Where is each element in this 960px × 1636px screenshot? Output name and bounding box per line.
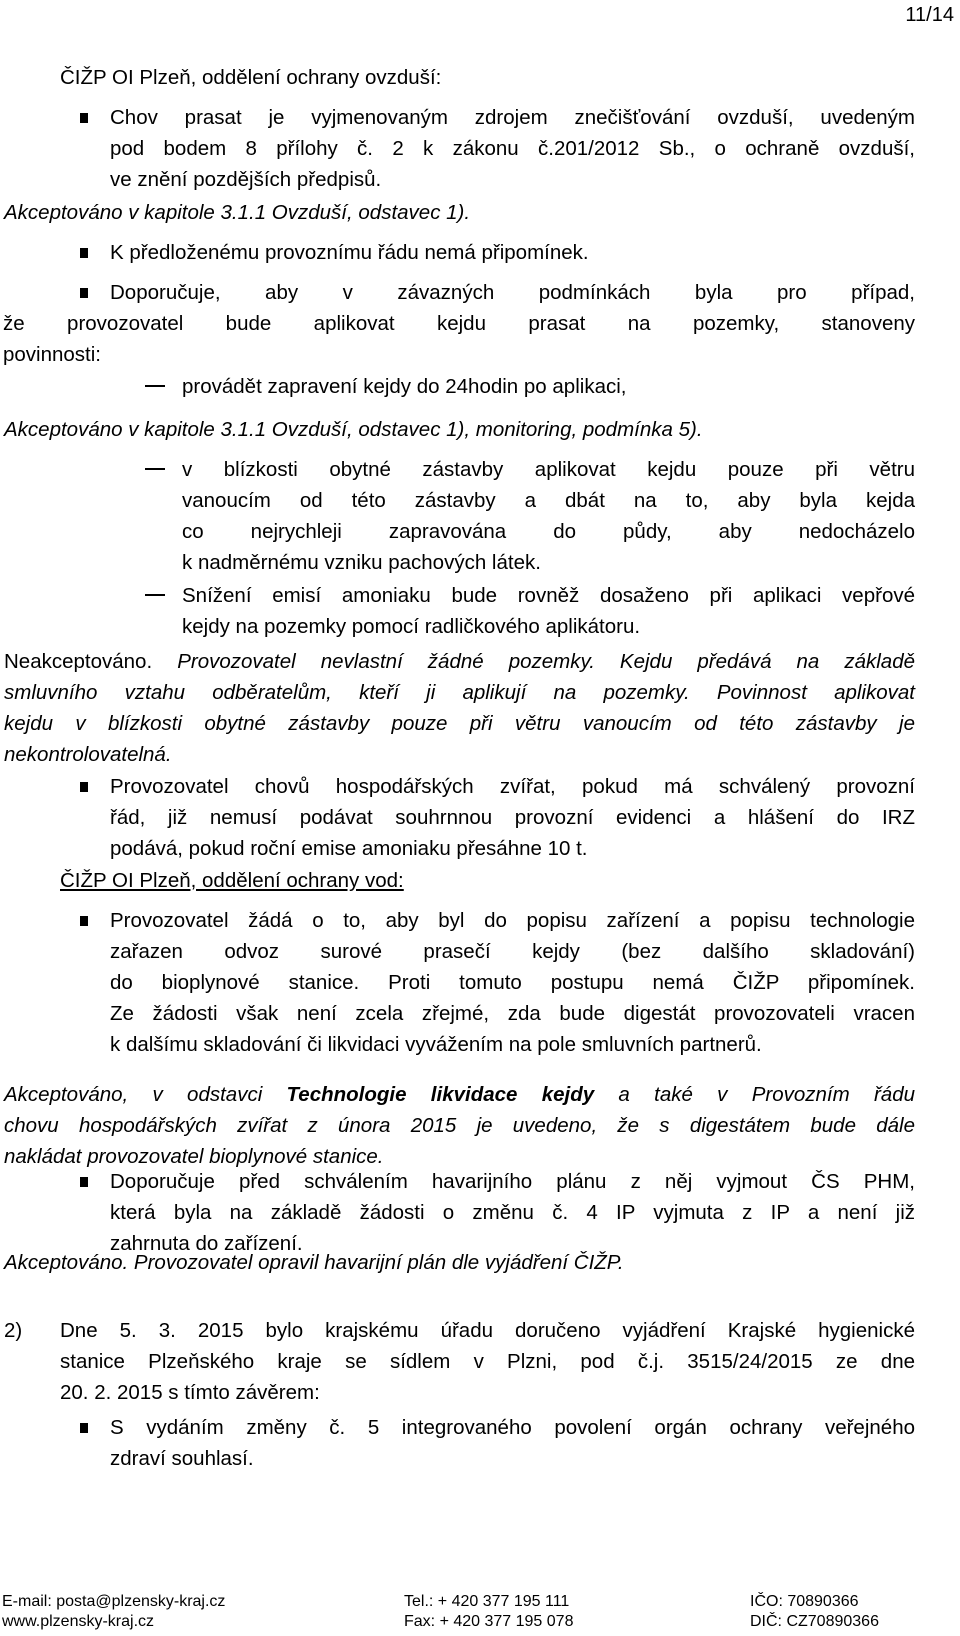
bullet-icon [80, 916, 88, 926]
dash-icon [145, 385, 165, 387]
footer-dic: DIČ: CZ70890366 [750, 1613, 879, 1630]
paragraph-emergency-plan: Doporučuje před schválením havarijního plánu z něj vyjmout ČS PHM, která byla na základě žádosti o změnu č. 4 IP vyjmuta z IP a není již zahrnuta do zařízení. [110, 1170, 915, 1255]
paragraph-health-consent: S vydáním změny č. 5 integrovaného povolení orgán ochrany veřejného zdraví souhlasí. [110, 1416, 915, 1470]
paragraph-hygiene-station: Dne 5. 3. 2015 bylo krajskému úřadu doručeno vyjádření Krajské hygienické stanice Plzeňského kraje se sídlem v Plzni, pod č.j. 3515/24/2015 ze dne 20. 2. 2015 s tímto závěrem: [60, 1319, 915, 1404]
response-air-2: Akceptováno v kapitole 3.1.1 Ovzduší, odstavec 1), monitoring, podmínka 5). [4, 418, 703, 441]
footer-email: E-mail: posta@plzensky-kraj.cz [2, 1593, 226, 1610]
paragraph-slurry-transport: Provozovatel žádá o to, aby byl do popisu zařízení a popisu technologie zařazen odvoz surové prasečí kejdy (bez dalšího skladování) do bioplynové stanice. Proti tomuto postupu nemá ČIŽP připomínek. Ze žádosti však není zcela zřejmé, zda bude digestát provozovateli vracen k dalšímu skladování či likvidaci vyvážením na pole smluvních partnerů. [110, 909, 915, 1056]
dash-icon [145, 468, 165, 470]
paragraph-irz: Provozovatel chovů hospodářských zvířat, pokud má schválený provozní řád, již nemusí podávat souhrnnou provozní evidenci a hlášení do IRZ podává, pokud roční emise amoniaku přesáhne 10 t. [110, 775, 915, 860]
footer-phone [404, 1592, 573, 1632]
bullet-icon [80, 1423, 88, 1433]
section-heading-air: ČIŽP OI Plzeň, oddělení ochrany ovzduší: [60, 66, 442, 89]
footer-web: www.plzensky-kraj.cz [2, 1613, 155, 1630]
item-wind-application: v blízkosti obytné zástavby aplikovat kejdu pouze při větru vanoucím od této zástavby a dbát na to, aby byla kejda co nejrychleji zapravována do půdy, aby nedocházelo k nadměrnému vzniku pachových látek. [182, 458, 915, 574]
footer-fax: Fax: + 420 377 195 078 [404, 1613, 574, 1630]
bullet-icon [80, 248, 88, 258]
response-air-3: Neakceptováno. Provozovatel nevlastní žádné pozemky. Kejdu předává na základě smluvního vztahu odběratelům, kteří ji aplikují na pozemky. Povinnost aplikovat kejdu v blízkosti obytné zástavby pouze při větru vanoucím od této zástavby je nekontrolovatelná. [4, 650, 915, 766]
response-water-1: Akceptováno, v odstavci Technologie likvidace kejdy a také v Provozním řádu chovu hospodářských zvířat z února 2015 je uvedeno, že s digestátem bude dále nakládat provozovatel bioplynové stanice. [4, 1083, 915, 1168]
paragraph-no-comments: K předloženému provoznímu řádu nemá připomínek. [110, 241, 589, 264]
bullet-icon [80, 782, 88, 792]
bullet-icon [80, 113, 88, 123]
bullet-icon [80, 288, 88, 298]
dash-icon [145, 594, 165, 596]
item-incorporation: provádět zapravení kejdy do 24hodin po aplikaci, [182, 375, 627, 398]
response-water-2: Akceptováno. Provozovatel opravil havarijní plán dle vyjádření ČIŽP. [4, 1251, 624, 1274]
footer-contact [2, 1592, 225, 1632]
bullet-icon [80, 1177, 88, 1187]
page-number: 11/14 [905, 4, 954, 26]
paragraph-air-source: Chov prasat je vyjmenovaným zdrojem znečišťování ovzduší, uvedeným pod bodem 8 přílohy č. 2 k zákonu č.201/2012 Sb., o ochraně ovzduší, ve znění pozdějších předpisů. [110, 106, 915, 191]
item-ammonia-reduction: Snížení emisí amoniaku bude rovněž dosaženo při aplikaci vepřové kejdy na pozemky pomocí radličkového aplikátoru. [182, 584, 915, 638]
footer-tel: Tel.: + 420 377 195 111 [404, 1593, 570, 1610]
response-air-1: Akceptováno v kapitole 3.1.1 Ovzduší, odstavec 1). [4, 201, 471, 224]
section-heading-water: ČIŽP OI Plzeň, oddělení ochrany vod: [60, 869, 404, 892]
footer-ids [750, 1592, 879, 1632]
item-number: 2) [4, 1319, 23, 1342]
footer-ico: IČO: 70890366 [750, 1593, 859, 1610]
paragraph-recommendation: Doporučuje, aby v závazných podmínkách byla pro případ, že provozovatel bude aplikovat kejdu prasat na pozemky, stanoveny povinnosti: [3, 281, 915, 366]
